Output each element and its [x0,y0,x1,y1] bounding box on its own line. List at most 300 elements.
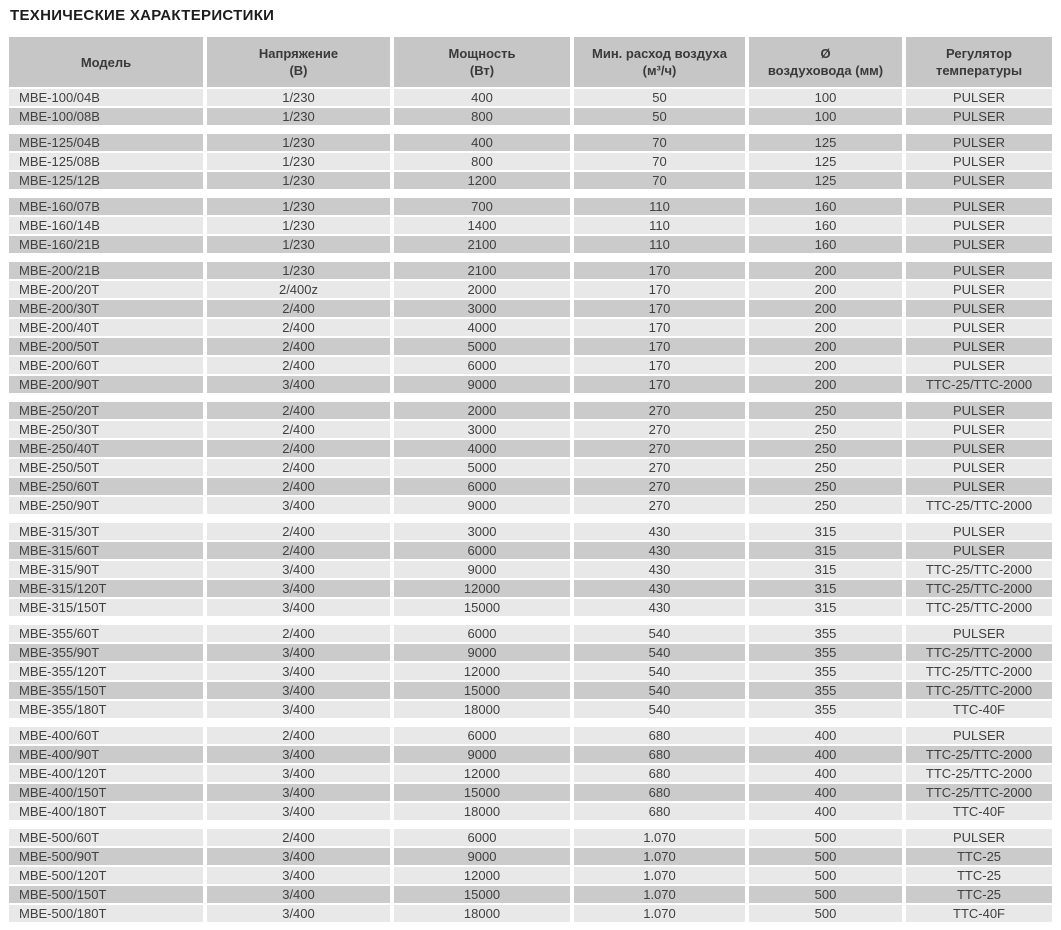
airflow-cell: 1.070 [570,886,745,905]
table-row [9,198,1052,217]
duct-diameter-cell: 200 [745,300,902,319]
duct-diameter-cell: 400 [745,765,902,784]
power-cell: 9000 [390,848,570,867]
temperature-regulator-cell: TTC-25/TTC-2000 [902,580,1052,599]
col-header-min-airflow-unit: (м³/ч) [642,63,677,78]
table-row [9,421,1052,440]
voltage-cell: 2/400 [203,459,390,478]
temperature-regulator-cell: TTC-40F [902,905,1052,924]
temperature-regulator-cell: PULSER [902,89,1052,108]
airflow-cell: 170 [570,319,745,338]
duct-diameter-cell: 100 [745,108,902,127]
duct-diameter-cell: 315 [745,561,902,580]
col-header-voltage-label: Напряжение [258,46,339,61]
table-row [9,848,1052,867]
temperature-regulator-cell: TTC-25/TTC-2000 [902,682,1052,701]
col-header-power [390,37,570,89]
table-header [9,37,1052,89]
temperature-regulator-cell: PULSER [902,262,1052,281]
temperature-regulator-cell: PULSER [902,172,1052,191]
airflow-cell: 680 [570,784,745,803]
duct-diameter-cell: 160 [745,198,902,217]
airflow-cell: 270 [570,402,745,421]
temperature-regulator-cell: TTC-25 [902,886,1052,905]
power-cell: 1400 [390,217,570,236]
col-header-temperature-regulator [902,37,1052,89]
power-cell: 700 [390,198,570,217]
model-cell: MBE-315/60T [9,542,203,561]
duct-diameter-cell: 200 [745,262,902,281]
airflow-cell: 170 [570,338,745,357]
table-row [9,644,1052,663]
group-gap-cell [9,191,1052,198]
power-cell: 2000 [390,281,570,300]
table-row [9,829,1052,848]
temperature-regulator-cell: PULSER [902,542,1052,561]
temperature-regulator-cell: PULSER [902,300,1052,319]
power-cell: 6000 [390,625,570,644]
airflow-cell: 110 [570,217,745,236]
table-row [9,701,1052,720]
airflow-cell: 680 [570,765,745,784]
duct-diameter-cell: 125 [745,134,902,153]
group-gap [9,255,1052,262]
model-cell: MBE-160/14B [9,217,203,236]
group-gap [9,395,1052,402]
table-row [9,134,1052,153]
voltage-cell: 2/400 [203,338,390,357]
group-gap [9,822,1052,829]
duct-diameter-cell: 355 [745,644,902,663]
table-row [9,478,1052,497]
duct-diameter-cell: 160 [745,217,902,236]
group-gap-cell [9,822,1052,829]
voltage-cell: 1/230 [203,236,390,255]
temperature-regulator-cell: PULSER [902,198,1052,217]
voltage-cell: 3/400 [203,561,390,580]
voltage-cell: 1/230 [203,217,390,236]
airflow-cell: 1.070 [570,848,745,867]
table-row [9,153,1052,172]
power-cell: 4000 [390,319,570,338]
group-gap [9,720,1052,727]
airflow-cell: 270 [570,497,745,516]
header-row [9,37,1052,89]
voltage-cell: 2/400 [203,727,390,746]
duct-diameter-cell: 500 [745,905,902,924]
model-cell: MBE-500/60T [9,829,203,848]
temperature-regulator-cell: PULSER [902,440,1052,459]
voltage-cell: 3/400 [203,886,390,905]
voltage-cell: 3/400 [203,644,390,663]
table-row [9,727,1052,746]
airflow-cell: 170 [570,376,745,395]
airflow-cell: 1.070 [570,905,745,924]
power-cell: 2000 [390,402,570,421]
airflow-cell: 270 [570,440,745,459]
temperature-regulator-cell: TTC-25/TTC-2000 [902,644,1052,663]
model-cell: MBE-125/12B [9,172,203,191]
table-row [9,262,1052,281]
table-row [9,561,1052,580]
temperature-regulator-cell: PULSER [902,153,1052,172]
duct-diameter-cell: 355 [745,682,902,701]
model-cell: MBE-400/60T [9,727,203,746]
voltage-cell: 1/230 [203,134,390,153]
airflow-cell: 430 [570,523,745,542]
col-header-temperature-regulator-label: Регулятор [946,46,1012,61]
group-gap [9,618,1052,625]
table-row [9,338,1052,357]
duct-diameter-cell: 250 [745,402,902,421]
temperature-regulator-cell: PULSER [902,357,1052,376]
temperature-regulator-cell: TTC-25/TTC-2000 [902,746,1052,765]
duct-diameter-cell: 200 [745,357,902,376]
voltage-cell: 3/400 [203,580,390,599]
duct-diameter-cell: 125 [745,172,902,191]
airflow-cell: 170 [570,357,745,376]
col-header-duct-diameter-label: Ø [820,46,831,61]
voltage-cell: 2/400 [203,829,390,848]
airflow-cell: 540 [570,663,745,682]
group-gap [9,127,1052,134]
voltage-cell: 3/400 [203,682,390,701]
model-cell: MBE-100/04B [9,89,203,108]
model-cell: MBE-250/40T [9,440,203,459]
power-cell: 18000 [390,803,570,822]
model-cell: MBE-250/30T [9,421,203,440]
table-row [9,765,1052,784]
table-row [9,663,1052,682]
table-row [9,108,1052,127]
power-cell: 15000 [390,886,570,905]
model-cell: MBE-250/20T [9,402,203,421]
table-row [9,599,1052,618]
voltage-cell: 1/230 [203,108,390,127]
airflow-cell: 170 [570,262,745,281]
power-cell: 18000 [390,905,570,924]
table-row [9,542,1052,561]
table-row [9,523,1052,542]
voltage-cell: 2/400 [203,542,390,561]
temperature-regulator-cell: TTC-25/TTC-2000 [902,561,1052,580]
power-cell: 9000 [390,497,570,516]
model-cell: MBE-250/50T [9,459,203,478]
duct-diameter-cell: 200 [745,376,902,395]
duct-diameter-cell: 200 [745,338,902,357]
duct-diameter-cell: 400 [745,803,902,822]
power-cell: 9000 [390,376,570,395]
airflow-cell: 430 [570,542,745,561]
temperature-regulator-cell: PULSER [902,281,1052,300]
temperature-regulator-cell: TTC-40F [902,803,1052,822]
model-cell: MBE-200/21B [9,262,203,281]
col-header-model [9,37,203,89]
group-gap-cell [9,516,1052,523]
model-cell: MBE-250/60T [9,478,203,497]
temperature-regulator-cell: PULSER [902,625,1052,644]
power-cell: 15000 [390,784,570,803]
power-cell: 12000 [390,663,570,682]
model-cell: MBE-315/30T [9,523,203,542]
table-row [9,580,1052,599]
table-row [9,217,1052,236]
airflow-cell: 540 [570,682,745,701]
power-cell: 2100 [390,262,570,281]
duct-diameter-cell: 400 [745,727,902,746]
temperature-regulator-cell: PULSER [902,134,1052,153]
model-cell: MBE-125/08B [9,153,203,172]
col-header-model-label: Модель [80,54,132,70]
voltage-cell: 3/400 [203,803,390,822]
model-cell: MBE-355/60T [9,625,203,644]
model-cell: MBE-500/90T [9,848,203,867]
power-cell: 12000 [390,867,570,886]
model-cell: MBE-355/90T [9,644,203,663]
airflow-cell: 680 [570,746,745,765]
power-cell: 9000 [390,644,570,663]
airflow-cell: 50 [570,89,745,108]
temperature-regulator-cell: TTC-25 [902,867,1052,886]
airflow-cell: 680 [570,803,745,822]
voltage-cell: 1/230 [203,198,390,217]
airflow-cell: 70 [570,153,745,172]
airflow-cell: 430 [570,599,745,618]
power-cell: 5000 [390,338,570,357]
power-cell: 400 [390,134,570,153]
temperature-regulator-cell: TTC-25/TTC-2000 [902,599,1052,618]
airflow-cell: 110 [570,236,745,255]
duct-diameter-cell: 500 [745,829,902,848]
duct-diameter-cell: 250 [745,421,902,440]
airflow-cell: 1.070 [570,867,745,886]
table-row [9,236,1052,255]
voltage-cell: 2/400 [203,357,390,376]
duct-diameter-cell: 250 [745,497,902,516]
voltage-cell: 3/400 [203,746,390,765]
duct-diameter-cell: 400 [745,746,902,765]
group-gap [9,191,1052,198]
group-gap-cell [9,618,1052,625]
temperature-regulator-cell: PULSER [902,829,1052,848]
voltage-cell: 2/400 [203,319,390,338]
model-cell: MBE-200/20T [9,281,203,300]
duct-diameter-cell: 315 [745,542,902,561]
temperature-regulator-cell: PULSER [902,459,1052,478]
power-cell: 9000 [390,561,570,580]
power-cell: 15000 [390,682,570,701]
model-cell: MBE-500/180T [9,905,203,924]
table-row [9,497,1052,516]
specifications-table [9,37,1052,924]
duct-diameter-cell: 315 [745,523,902,542]
temperature-regulator-cell: TTC-25/TTC-2000 [902,765,1052,784]
airflow-cell: 170 [570,281,745,300]
table-row [9,172,1052,191]
airflow-cell: 270 [570,459,745,478]
duct-diameter-cell: 500 [745,886,902,905]
voltage-cell: 1/230 [203,153,390,172]
power-cell: 12000 [390,765,570,784]
table-row [9,803,1052,822]
page-title: ТЕХНИЧЕСКИЕ ХАРАКТЕРИСТИКИ [10,7,275,24]
group-gap-cell [9,127,1052,134]
duct-diameter-cell: 355 [745,663,902,682]
temperature-regulator-cell: PULSER [902,338,1052,357]
model-cell: MBE-400/150T [9,784,203,803]
airflow-cell: 70 [570,134,745,153]
group-gap-cell [9,720,1052,727]
duct-diameter-cell: 500 [745,867,902,886]
table-row [9,89,1052,108]
airflow-cell: 540 [570,644,745,663]
model-cell: MBE-250/90T [9,497,203,516]
duct-diameter-cell: 125 [745,153,902,172]
voltage-cell: 2/400 [203,478,390,497]
power-cell: 400 [390,89,570,108]
model-cell: MBE-500/150T [9,886,203,905]
airflow-cell: 50 [570,108,745,127]
col-header-min-airflow [570,37,745,89]
power-cell: 6000 [390,829,570,848]
temperature-regulator-cell: TTC-25/TTC-2000 [902,497,1052,516]
table-body [9,89,1052,924]
duct-diameter-cell: 250 [745,440,902,459]
table-row [9,886,1052,905]
table-row [9,281,1052,300]
voltage-cell: 2/400 [203,440,390,459]
model-cell: MBE-125/04B [9,134,203,153]
power-cell: 2100 [390,236,570,255]
voltage-cell: 3/400 [203,497,390,516]
model-cell: MBE-315/120T [9,580,203,599]
airflow-cell: 680 [570,727,745,746]
power-cell: 800 [390,153,570,172]
voltage-cell: 2/400 [203,300,390,319]
voltage-cell: 2/400z [203,281,390,300]
duct-diameter-cell: 200 [745,319,902,338]
temperature-regulator-cell: TTC-25 [902,848,1052,867]
temperature-regulator-cell: PULSER [902,421,1052,440]
col-header-temperature-regulator-unit: температуры [935,63,1023,78]
duct-diameter-cell: 100 [745,89,902,108]
model-cell: MBE-400/120T [9,765,203,784]
table-row [9,357,1052,376]
table-row [9,459,1052,478]
temperature-regulator-cell: PULSER [902,727,1052,746]
duct-diameter-cell: 500 [745,848,902,867]
table-row [9,784,1052,803]
voltage-cell: 2/400 [203,625,390,644]
voltage-cell: 1/230 [203,89,390,108]
temperature-regulator-cell: PULSER [902,402,1052,421]
voltage-cell: 3/400 [203,848,390,867]
table-row [9,319,1052,338]
group-gap-cell [9,255,1052,262]
model-cell: MBE-400/180T [9,803,203,822]
voltage-cell: 1/230 [203,172,390,191]
duct-diameter-cell: 250 [745,478,902,497]
power-cell: 15000 [390,599,570,618]
power-cell: 3000 [390,300,570,319]
power-cell: 6000 [390,542,570,561]
temperature-regulator-cell: TTC-40F [902,701,1052,720]
col-header-power-unit: (Вт) [469,63,495,78]
table-row [9,625,1052,644]
voltage-cell: 2/400 [203,421,390,440]
temperature-regulator-cell: PULSER [902,108,1052,127]
voltage-cell: 1/230 [203,262,390,281]
temperature-regulator-cell: TTC-25/TTC-2000 [902,663,1052,682]
power-cell: 3000 [390,421,570,440]
col-header-min-airflow-label: Мин. расход воздуха [592,46,727,61]
voltage-cell: 3/400 [203,765,390,784]
power-cell: 3000 [390,523,570,542]
table-row [9,300,1052,319]
col-header-voltage [203,37,390,89]
col-header-duct-diameter [745,37,902,89]
airflow-cell: 430 [570,561,745,580]
airflow-cell: 540 [570,701,745,720]
model-cell: MBE-100/08B [9,108,203,127]
airflow-cell: 170 [570,300,745,319]
model-cell: MBE-200/90T [9,376,203,395]
col-header-voltage-unit: (В) [289,63,308,78]
model-cell: MBE-200/60T [9,357,203,376]
model-cell: MBE-160/21B [9,236,203,255]
temperature-regulator-cell: PULSER [902,478,1052,497]
model-cell: MBE-355/120T [9,663,203,682]
power-cell: 5000 [390,459,570,478]
duct-diameter-cell: 400 [745,784,902,803]
table-row [9,746,1052,765]
model-cell: MBE-355/150T [9,682,203,701]
duct-diameter-cell: 315 [745,580,902,599]
power-cell: 18000 [390,701,570,720]
model-cell: MBE-200/50T [9,338,203,357]
power-cell: 9000 [390,746,570,765]
airflow-cell: 430 [570,580,745,599]
group-gap-cell [9,395,1052,402]
voltage-cell: 3/400 [203,599,390,618]
model-cell: MBE-200/30T [9,300,203,319]
temperature-regulator-cell: TTC-25/TTC-2000 [902,376,1052,395]
voltage-cell: 3/400 [203,701,390,720]
temperature-regulator-cell: PULSER [902,523,1052,542]
table-row [9,867,1052,886]
duct-diameter-cell: 355 [745,701,902,720]
col-header-power-label: Мощность [448,46,516,61]
table-row [9,905,1052,924]
airflow-cell: 270 [570,478,745,497]
airflow-cell: 110 [570,198,745,217]
power-cell: 4000 [390,440,570,459]
airflow-cell: 1.070 [570,829,745,848]
power-cell: 1200 [390,172,570,191]
model-cell: MBE-315/150T [9,599,203,618]
temperature-regulator-cell: PULSER [902,217,1052,236]
col-header-duct-diameter-unit: воздуховода (мм) [767,63,884,78]
model-cell: MBE-160/07B [9,198,203,217]
model-cell: MBE-500/120T [9,867,203,886]
temperature-regulator-cell: PULSER [902,319,1052,338]
model-cell: MBE-200/40T [9,319,203,338]
voltage-cell: 3/400 [203,663,390,682]
group-gap [9,516,1052,523]
table-row [9,376,1052,395]
duct-diameter-cell: 355 [745,625,902,644]
duct-diameter-cell: 250 [745,459,902,478]
